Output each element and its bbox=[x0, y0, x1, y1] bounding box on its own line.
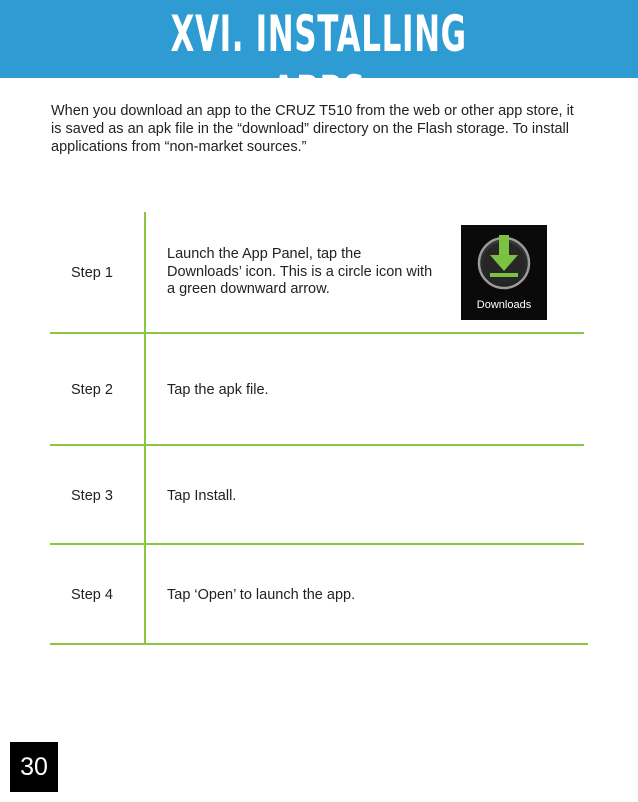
downloads-icon-label: Downloads bbox=[476, 299, 532, 311]
step-3-label: Step 3 bbox=[71, 488, 113, 504]
step-1-label: Step 1 bbox=[71, 265, 113, 281]
table-divider-row-4 bbox=[50, 643, 588, 645]
page-number-box bbox=[10, 742, 58, 792]
step-3-text: Tap Install. bbox=[167, 488, 237, 504]
table-divider-vertical bbox=[144, 212, 146, 644]
step-4-text: Tap ‘Open’ to launch the app. bbox=[167, 587, 356, 603]
table-divider-row-2 bbox=[50, 444, 584, 446]
page-title: XVI. INSTALLING APPS bbox=[170, 5, 467, 123]
step-2-text: Tap the apk file. bbox=[167, 382, 269, 398]
table-divider-row-3 bbox=[50, 543, 584, 545]
step-4-label: Step 4 bbox=[71, 587, 113, 603]
intro-paragraph: When you download an app to the CRUZ T510 from the web or other app store, it is saved as an apk file in the “download” directory on the Flash storage. To install applications from “non-market sources.” bbox=[51, 103, 574, 155]
table-divider-row-1 bbox=[50, 332, 584, 334]
step-1-text: Launch the App Panel, tap the Downloads’ icon. This is a circle icon with a green downward arrow. bbox=[167, 246, 433, 297]
page-number: 30 bbox=[20, 753, 48, 781]
header-banner bbox=[0, 0, 638, 123]
step-2-label: Step 2 bbox=[71, 382, 113, 398]
downloads-icon bbox=[461, 225, 547, 320]
